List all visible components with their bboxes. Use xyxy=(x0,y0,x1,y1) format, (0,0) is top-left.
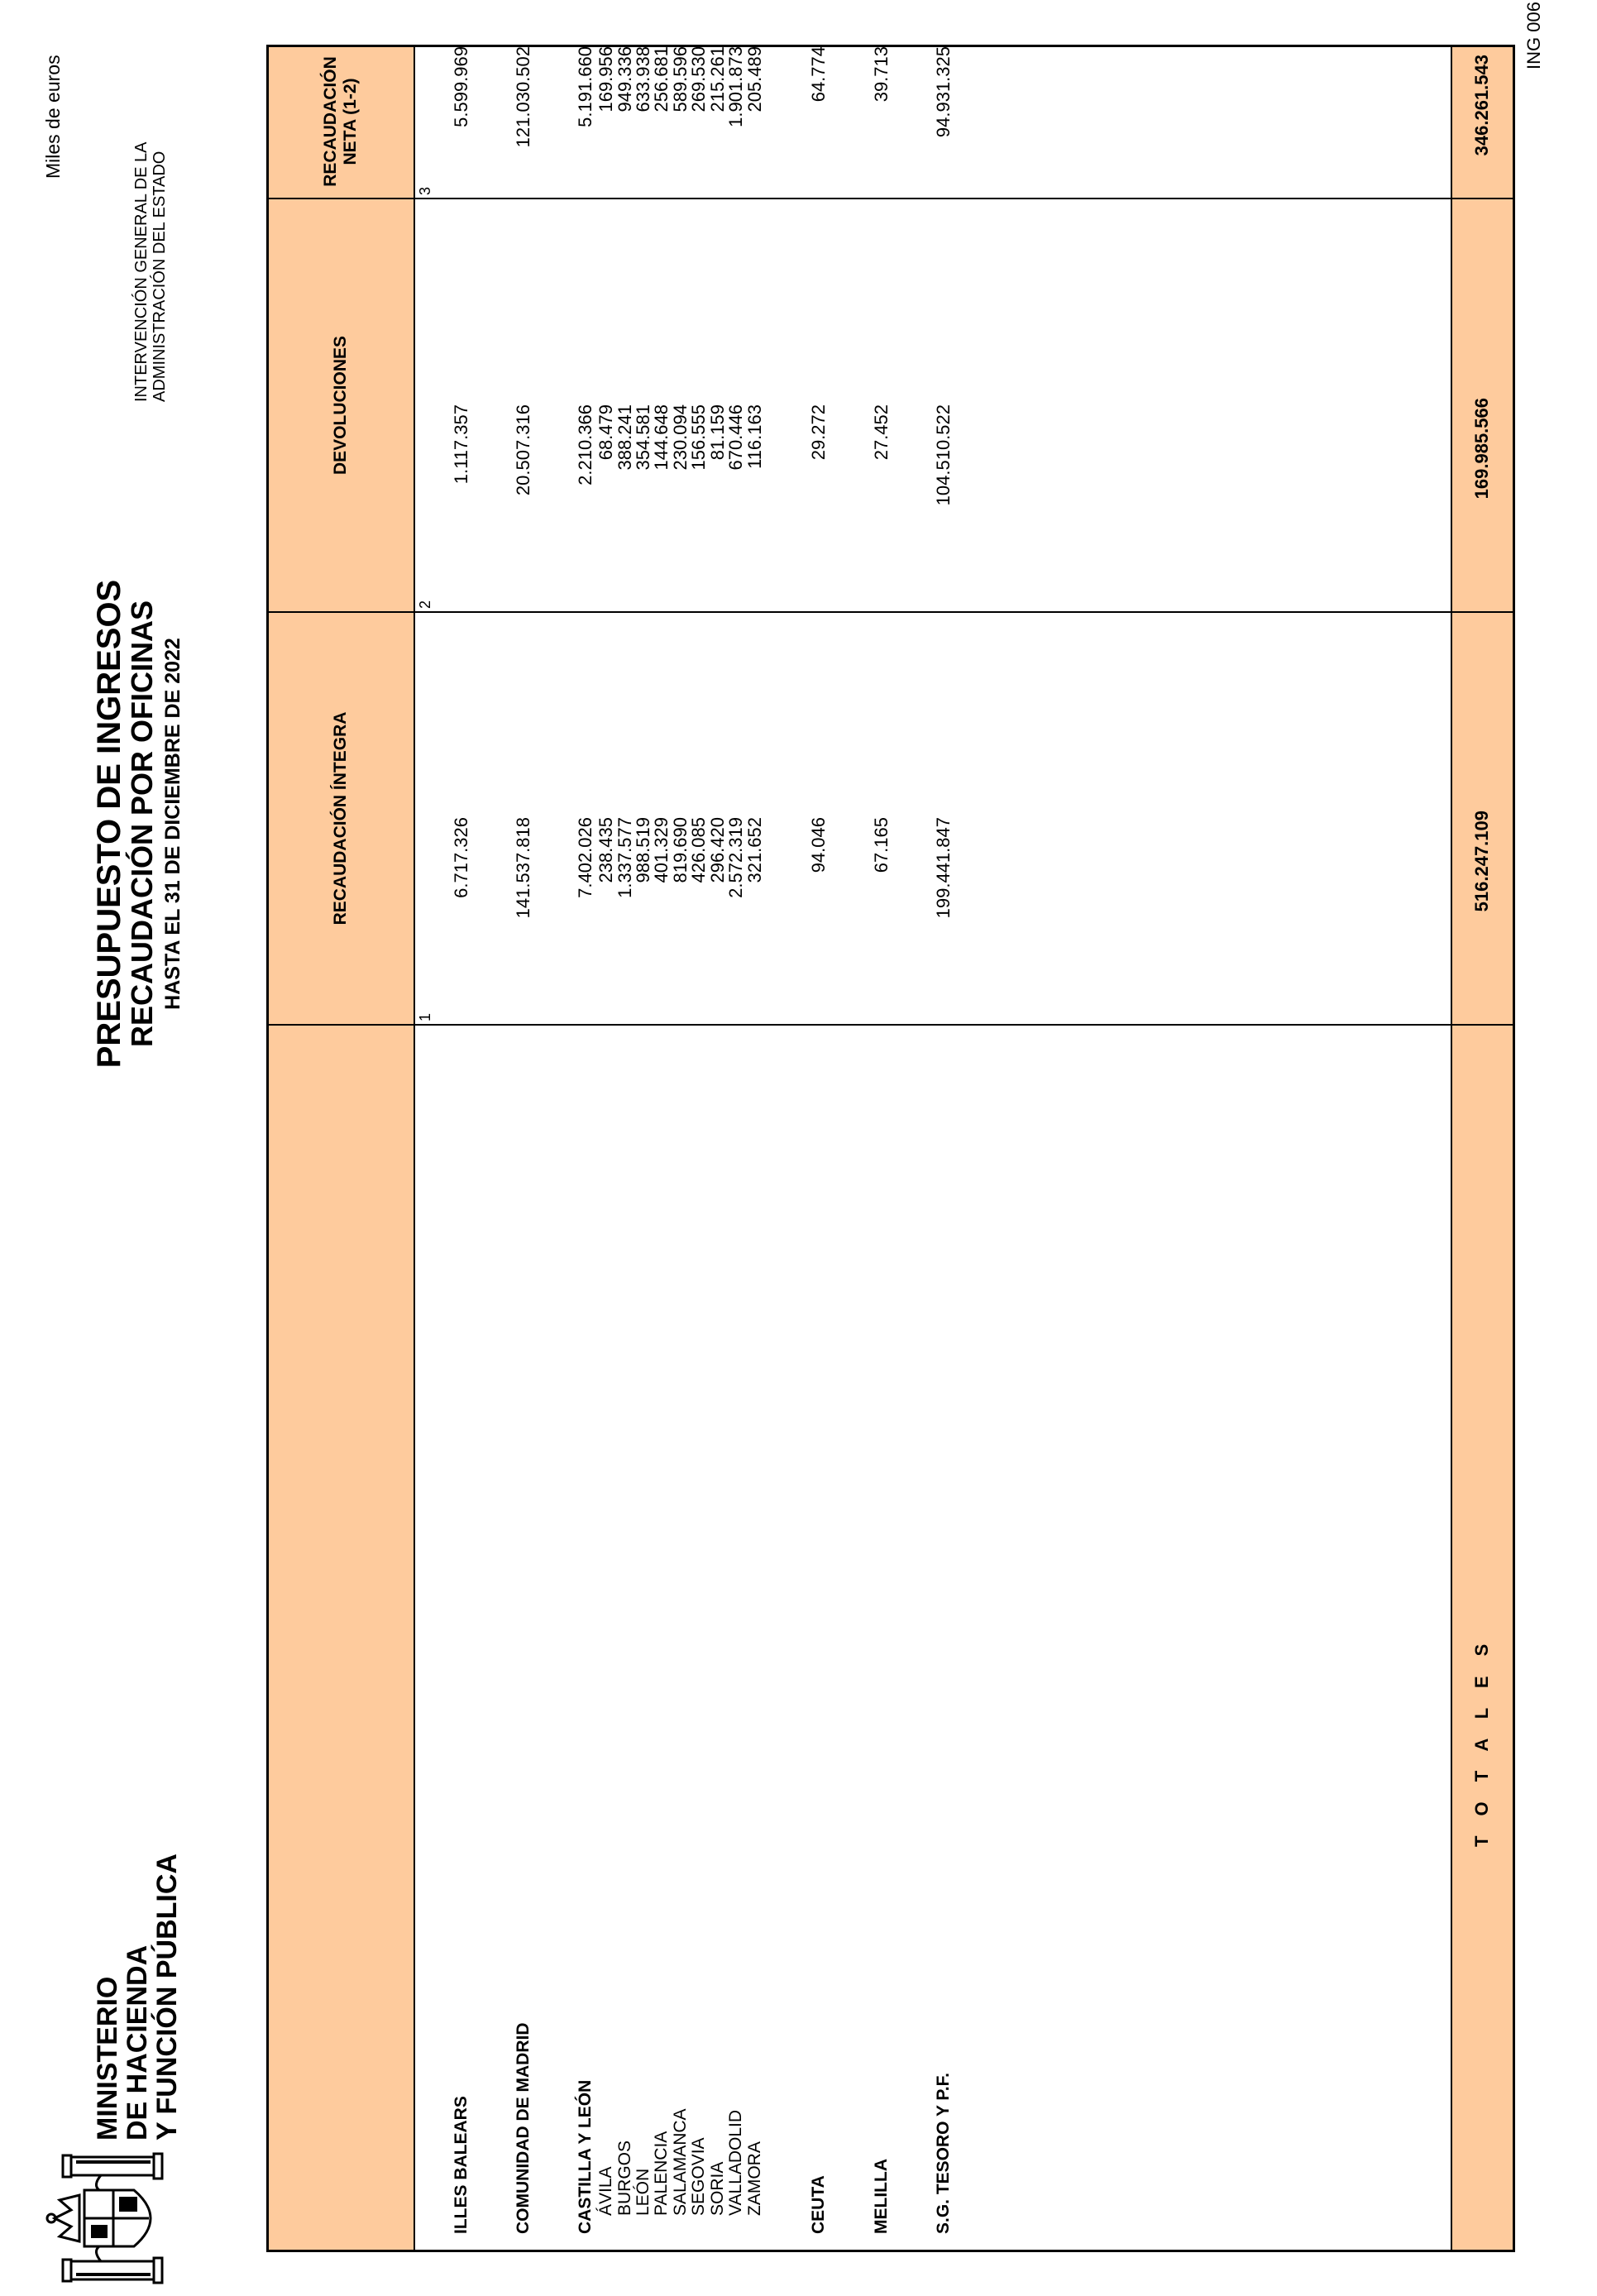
cell-devoluciones: 388.241 xyxy=(614,404,635,471)
cell-neta: 121.030.502 xyxy=(513,46,533,148)
ministry-name xyxy=(93,1854,182,2141)
date-line: HASTA EL 31 DE DICIEMBRE DE 2022 xyxy=(161,638,184,1010)
row-label: ZAMORA xyxy=(745,2141,764,2216)
cell-devoluciones: 354.581 xyxy=(633,404,653,471)
cell-integra: 401.329 xyxy=(651,817,672,883)
agency-line-2: ADMINISTRACIÓN DEL ESTADO xyxy=(151,151,169,402)
cell-integra: 1.337.577 xyxy=(614,817,635,898)
row-label: CEUTA xyxy=(809,2175,828,2234)
cell-devoluciones: 27.452 xyxy=(871,404,892,461)
totals-neta: 346.261.543 xyxy=(1471,55,1492,156)
cell-integra: 321.652 xyxy=(744,817,765,883)
table-border-top xyxy=(266,45,269,2252)
cell-neta: 5.599.969 xyxy=(451,46,471,127)
cell-neta: 64.774 xyxy=(808,46,829,103)
row-label: BURGOS xyxy=(615,2140,634,2216)
cell-devoluciones: 20.507.316 xyxy=(513,404,533,496)
col-index-3: 3 xyxy=(417,186,433,195)
cell-integra: 2.572.319 xyxy=(725,817,746,898)
cell-devoluciones: 2.210.366 xyxy=(575,404,595,486)
cell-integra: 296.420 xyxy=(707,817,728,883)
row-label: COMUNIDAD DE MADRID xyxy=(514,2022,533,2234)
cell-devoluciones: 29.272 xyxy=(808,404,829,461)
totals-band xyxy=(1451,45,1515,2252)
cell-devoluciones: 104.510.522 xyxy=(933,404,954,506)
cell-integra: 6.717.326 xyxy=(451,817,471,898)
cell-neta: 633.938 xyxy=(633,46,653,112)
cell-integra: 988.519 xyxy=(633,817,653,883)
cell-integra: 94.046 xyxy=(808,817,829,873)
unit-label: Miles de euros xyxy=(42,55,64,179)
cell-devoluciones: 116.163 xyxy=(744,404,765,469)
col-index-2: 2 xyxy=(417,600,433,609)
cell-neta: 5.191.660 xyxy=(575,46,595,127)
col-index-1: 1 xyxy=(417,1012,433,1021)
row-label: ÁVILA xyxy=(596,2166,615,2216)
totals-separator xyxy=(1451,45,1452,2252)
totals-devoluciones: 169.985.566 xyxy=(1471,398,1492,500)
cell-neta: 949.336 xyxy=(614,46,635,112)
cell-integra: 238.435 xyxy=(595,817,616,883)
header-separator xyxy=(414,45,415,2252)
cell-neta: 94.931.325 xyxy=(933,46,954,138)
totals-integra: 516.247.109 xyxy=(1471,811,1492,912)
totals-label: T O T A L E S xyxy=(1471,1636,1492,1847)
row-label: LEÓN xyxy=(634,2168,653,2216)
ministry-line-3: Y FUNCIÓN PÚBLICA xyxy=(151,1854,183,2141)
row-label: ILLES BALEARS xyxy=(452,2096,471,2234)
cell-integra: 67.165 xyxy=(871,817,892,873)
agency-name xyxy=(132,141,169,402)
cell-neta: 39.713 xyxy=(871,46,892,103)
cell-neta: 215.261 xyxy=(707,46,728,112)
cell-neta: 589.596 xyxy=(670,46,691,112)
row-label: PALENCIA xyxy=(652,2131,671,2216)
cell-devoluciones: 156.555 xyxy=(688,404,709,471)
cell-neta: 205.489 xyxy=(744,46,765,112)
ministry-line-1: MINISTERIO xyxy=(92,1976,123,2141)
row-label: SORIA xyxy=(708,2161,727,2216)
cell-integra: 141.537.818 xyxy=(513,817,533,919)
cell-devoluciones: 144.648 xyxy=(651,404,672,471)
cell-devoluciones: 81.159 xyxy=(707,404,728,461)
cell-integra: 819.690 xyxy=(670,817,691,883)
cell-neta: 169.956 xyxy=(595,46,616,112)
col-header-neta: RECAUDACIÓN NETA (1-2) xyxy=(266,45,415,199)
cell-integra: 7.402.026 xyxy=(575,817,595,898)
row-label: SEGOVIA xyxy=(689,2137,708,2216)
cell-devoluciones: 230.094 xyxy=(670,404,691,471)
page-title: PRESUPUESTO DE INGRESOS xyxy=(91,579,127,1069)
row-label: VALLADOLID xyxy=(726,2110,745,2216)
cell-devoluciones: 68.479 xyxy=(595,404,616,461)
agency-line-1: INTERVENCIÓN GENERAL DE LA xyxy=(132,141,151,402)
cell-devoluciones: 1.117.357 xyxy=(451,404,471,485)
row-label: CASTILLA Y LEÓN xyxy=(576,2079,595,2234)
row-label: S.G. TESORO Y P.F. xyxy=(934,2073,953,2234)
header-band-left xyxy=(266,1025,415,2252)
document-code: ING 006 xyxy=(1523,2,1544,69)
row-label: MELILLA xyxy=(872,2159,891,2234)
ministry-line-2: DE HACIENDA xyxy=(122,1944,153,2141)
coat-of-arms-logo xyxy=(43,2152,177,2284)
cell-integra: 426.085 xyxy=(688,817,709,883)
row-label: SALAMANCA xyxy=(671,2108,690,2216)
cell-devoluciones: 670.446 xyxy=(725,404,746,471)
cell-neta: 269.530 xyxy=(688,46,709,112)
page-subtitle: RECAUDACIÓN POR OFICINAS xyxy=(125,600,159,1048)
table-border-bottom xyxy=(1513,45,1515,2252)
col-header-integra: RECAUDACIÓN ÍNTEGRA xyxy=(266,612,415,1025)
col-header-devoluciones: DEVOLUCIONES xyxy=(266,199,415,612)
table-border-left xyxy=(266,2250,1515,2252)
cell-neta: 1.901.873 xyxy=(725,46,746,127)
cell-neta: 256.681 xyxy=(651,46,672,112)
cell-integra: 199.441.847 xyxy=(933,817,954,919)
